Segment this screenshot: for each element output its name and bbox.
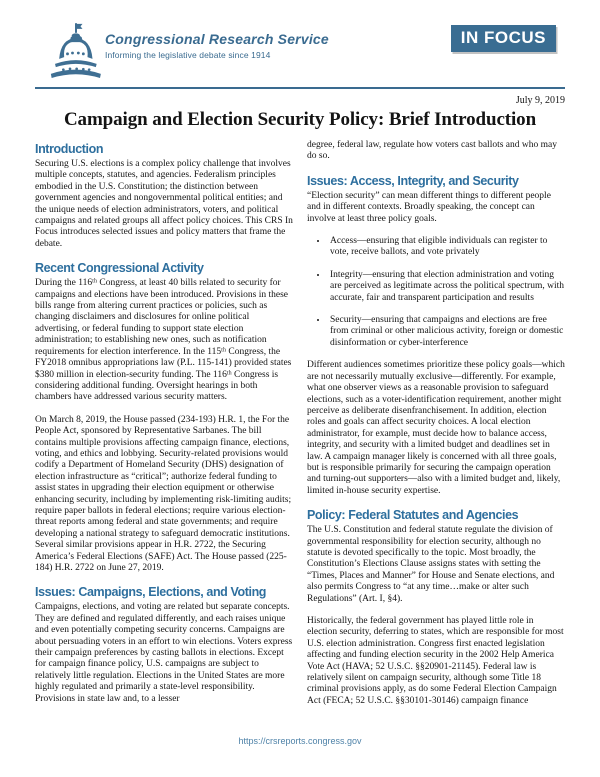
section-heading-issues-access-integrity-security: Issues: Access, Integrity, and Security (307, 173, 519, 188)
section-heading-issues-campaigns-elections-voting: Issues: Campaigns, Elections, and Voting (35, 585, 267, 600)
section-heading-introduction: Introduction (35, 142, 104, 156)
paragraph: On March 8, 2019, the House passed (234-193) H.R. 1, the For the People Act, sponsored by Representative Sarbanes. The bill contains multiple provisions affecting campaign finance, elections, voting, and ethics and lobbying. Security-related provisions would codify a Department of Homeland Security (DHS) designation of election infrastructure as “critical”; authorize federal funding to assist states in upgrading their election equipment or otherwise enhancing security, including by implementing risk-limiting audits; require paper ballots in federal elections; require various election-threat reports among federal and state governments; and require developing a national strategy to safeguard democratic institutions. Several similar provisions appear in H.R. 2722, the Securing America’s Federal Elections (SAFE) Act. The House passed (225-184) H.R. 2722 on June 27, 2019. (35, 414, 292, 573)
footer-url-link[interactable]: https://crsreports.congress.gov (238, 736, 362, 746)
capitol-dome-logo-icon (45, 22, 105, 89)
paragraph: Different audiences sometimes prioritize these policy goals—which are not necessarily mutually exclusive—differently. For example, what one observer views as a reasonable provision to safeguard elections, such as a voter-identification requirement, another might perceive as deliberate disenfranchisement. In addition, election roles and goals can affect security choices. A local election administrator, for example, must decide how to balance access, integrity, and security with a limited budget and deadlines set in law. A campaign manager likely is concerned with all three goals, but is responsible primarily for securing the campaign operation and turning-out supporters—also with a limited budget and, likely, limited in-house security expertise. (307, 360, 565, 496)
page-title: Campaign and Election Security Policy: Brief Introduction (63, 109, 537, 130)
paragraph: Campaigns, elections, and voting are related but separate concepts. They are defined and regulated differently, and each raises unique and even potentially competing security concerns. Campaigns are about persuading voters in an effort to win elections. Voters express their campaign preferences by casting ballots in elections. Except for campaign finance policy, U.S. campaigns are subject to relatively little regulation. Elections in the United States are more highly regulated and primarily a state-level responsibility. Provisions in state law and, to a lesser (35, 602, 293, 704)
body-columns (35, 140, 565, 718)
brand-name: Congressional Research Service (105, 31, 329, 47)
paragraph: Historically, the federal government has played little role in election security, deferring to states, which are responsible for most U.S. election administration. Congress first enacted legislation affecting and funding election security in the 2002 Help America Vote Act (HAVA; 52 U.S.C. §§20901-21145). Federal law is relatively silent on campaign security, although some Title 18 criminal provisions apply, as do some Federal Election Campaign Act (FECA; 52 U.S.C. §§30101-30146) campaign finance (307, 616, 564, 706)
paragraph: The U.S. Constitution and federal statute regulate the division of governmental responsibility for election security, although no statute is devoted specifically to the topic. Most broadly, the Constitution’s Elections Clause assigns states with setting the “Times, Places and Manner” for House and Senate elections, and also permits Congress to “at any time…make or alter such Regulations” (Art. I, §4). (307, 525, 555, 604)
left-column (35, 140, 293, 718)
document-date: July 9, 2019 (515, 95, 565, 106)
paragraph: “Election security” can mean different things to different people and in different contexts. Broadly speaking, the concept can involve at least three policy goals. (307, 190, 551, 224)
section-heading-policy-federal-statutes-agencies: Policy: Federal Statutes and Agencies (307, 508, 519, 523)
masthead (35, 0, 565, 89)
paragraph: Securing U.S. elections is a complex policy challenge that involves multiple concepts, statutes, and agencies. Federalism principles embodied in the U.S. Constitution; the distinction between government agencies and nongovernmental political entities; and the unique needs of election administrators, voters, and political campaigns and related groups all affect policy choices. This CRS In Focus introduces selected issues and policy matters that frame the debate. (35, 159, 293, 249)
in-focus-badge: IN FOCUS (451, 25, 556, 52)
brand-tagline: Informing the legislative debate since 1914 (105, 50, 271, 60)
policy-goals-list (307, 236, 565, 349)
brand-block (105, 31, 329, 60)
paragraph-continuation: degree, federal law, regulate how voters cast ballots and who may do so. (307, 140, 557, 162)
paragraph: During the 116ᵗʰ Congress, at least 40 bills related to security for campaigns and elections have been introduced. Provisions in these bills range from altering current practices or policies, such as changing disclaimers and disclosures for online political advertising, or federal funding to support state election administration; to establishing new ones, such as notification requirements for election interference. In the 115ᵗʰ Congress, the FY2018 omnibus appropriations law (P.L. 115-141) provided states $380 million in election-security funding. The 116ᵗʰ Congress is considering additional funding. Oversight hearings in both chambers have addressed various security matters. (35, 278, 292, 403)
section-heading-recent-congressional-activity: Recent Congressional Activity (35, 261, 204, 276)
footer (0, 736, 600, 746)
bullet-item-integrity: • Integrity—ensuring that election administration and voting are perceived as legitimate across the political spectrum, with accurate, fair and transparent participation and results (328, 270, 565, 304)
bullet-item-access: • Access—ensuring that eligible individuals can register to vote, receive ballots, and vote privately (328, 236, 565, 259)
bullet-item-security: • Security—ensuring that campaigns and elections are free from criminal or other malicious activity, foreign or domestic disinformation or cyber-interference (328, 315, 565, 349)
right-column (307, 140, 565, 718)
